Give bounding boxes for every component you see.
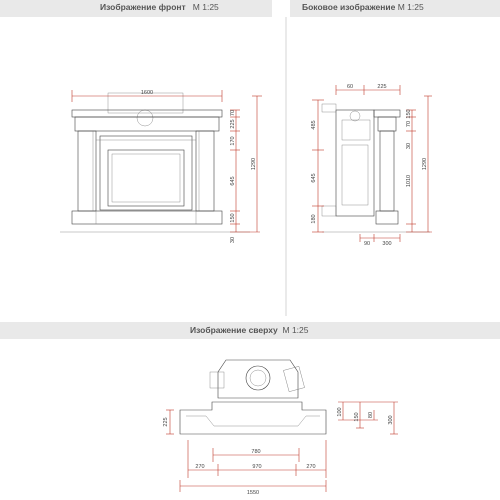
- side-title: Боковое изображение: [302, 2, 396, 12]
- top-dim-780: 780: [251, 449, 261, 455]
- top-dim-225: 225: [163, 417, 169, 427]
- front-title: Изображение фронт: [100, 2, 186, 12]
- top-dim-80: 80: [368, 411, 374, 419]
- side-dim-225: 225: [377, 84, 387, 90]
- side-dim-60: 60: [346, 84, 354, 90]
- top-scale: М 1:25: [282, 325, 309, 335]
- top-title: Изображение сверху: [190, 325, 278, 335]
- side-dim-485: 485: [311, 120, 317, 130]
- side-dim-r150: 150: [406, 109, 412, 119]
- top-dim-150: 150: [354, 412, 360, 422]
- side-view-drawing: [312, 85, 432, 242]
- side-dim-300: 300: [382, 241, 392, 247]
- front-dim-70: 70: [230, 109, 236, 117]
- top-dim-970: 970: [252, 464, 262, 470]
- side-dim-1010: 1010: [406, 174, 412, 188]
- side-scale: М 1:25: [397, 2, 424, 12]
- top-dim-270-left: 270: [195, 464, 205, 470]
- side-dim-645: 645: [311, 173, 317, 183]
- side-dim-90: 90: [363, 241, 371, 247]
- top-dim-300: 300: [388, 415, 394, 425]
- front-dim-30: 30: [230, 236, 236, 244]
- front-dim-225: 225: [230, 119, 236, 129]
- side-dim-1290: 1290: [422, 157, 428, 171]
- top-dim-1550: 1550: [246, 490, 260, 496]
- front-dim-150: 150: [230, 213, 236, 223]
- side-dimension-labels: [311, 84, 428, 247]
- side-dim-r30: 30: [406, 142, 412, 150]
- front-dim-width: 1600: [140, 90, 154, 96]
- top-dim-270-right: 270: [306, 464, 316, 470]
- front-dim-170: 170: [230, 136, 236, 146]
- side-dim-r70: 70: [406, 120, 412, 128]
- top-dimension-labels: [163, 407, 394, 496]
- front-dim-total: 1290: [251, 157, 257, 171]
- top-dim-100: 100: [337, 407, 343, 417]
- front-dim-645: 645: [230, 176, 236, 186]
- side-dim-180: 180: [311, 214, 317, 224]
- front-scale: М 1:25: [192, 2, 219, 12]
- top-view-drawing: [166, 360, 398, 492]
